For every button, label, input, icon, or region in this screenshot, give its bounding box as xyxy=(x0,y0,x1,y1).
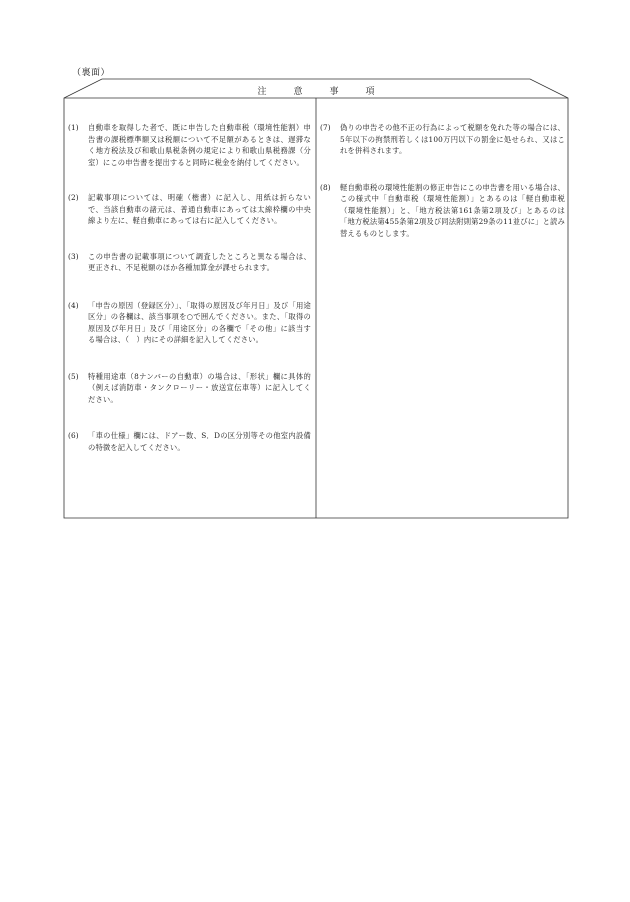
note-text: 特種用途車（8ナンバーの自動車）の場合は、「形状」欄に具体的（例えば消防車・タンクローリー・放送宣伝車等）に記入してください。 xyxy=(88,371,311,404)
reverse-side-label: （裏面） xyxy=(72,68,111,78)
note-text: 「申告の原因（登録区分）」、「取得の原因及び年月日」及び「用途区分」の各欄は、該当事項を○で囲んでください。また、「取得の原因及び年月日」及び「用途区分」の各欄で「その他」に該当する場合は、（ ）内にその詳細を記入してください。 xyxy=(88,300,311,344)
note-text: 記載事項については、明確（楷書）に記入し、用紙は折らないで、当該自動車の諸元は、普通自動車にあっては太線枠欄の中央線より左に、軽自動車にあっては右に記入してください。 xyxy=(88,193,311,225)
note-item xyxy=(68,251,311,274)
note-item xyxy=(68,300,311,346)
note-number: (5) xyxy=(68,371,79,381)
notes-right-column xyxy=(320,122,565,239)
note-text: この申告書の記載事項について調査したところと異なる場合は、更正され、不足税額のほか各種加算金が課せられます。 xyxy=(88,251,311,272)
note-text: 軽自動車税の環境性能割の修正申告にこの申告書を用いる場合は、この様式中「自動車税（環境性能割）」とあるのは「軽自動車税（環境性能割）」と、「地方税法第161条第2項及び」とあるのは「地方税法第455条第2項及び同法附則第29条の11並びに」と読み替えるものとします。 xyxy=(340,182,565,238)
note-text: 自動車を取得した者で、既に申告した自動車税（環境性能割）申告書の課税標準額又は税額について不足額があるときは、遅滞なく地方税法及び和歌山県税条例の規定により和歌山県税務課（分室）にこの申告書を提出すると同時に税金を納付してください。 xyxy=(88,123,311,167)
notes-left-column xyxy=(68,122,311,453)
note-item xyxy=(68,430,311,453)
note-number: (2) xyxy=(68,193,79,202)
note-number: (7) xyxy=(320,123,331,132)
note-text: 偽りの申告その他不正の行為によって税額を免れた等の場合には、5年以下の拘禁刑若しくは100万円以下の罰金に処せられ、又はこれを併科されます。 xyxy=(340,123,565,155)
page-title: 注意事項 xyxy=(257,87,402,97)
note-item xyxy=(68,371,311,406)
note-number: (6) xyxy=(68,431,79,440)
note-item xyxy=(68,192,311,227)
note-item xyxy=(320,182,565,240)
note-number: (4) xyxy=(68,300,79,310)
note-text: 「車の仕様」欄には、ドアー数、S．Dの区分別等その他室内設備の特徴を記入してください。 xyxy=(88,431,311,452)
note-number: (8) xyxy=(320,182,331,192)
note-item xyxy=(320,122,565,157)
note-number: (3) xyxy=(68,251,79,261)
note-item xyxy=(68,122,311,168)
note-number: (1) xyxy=(68,123,79,132)
